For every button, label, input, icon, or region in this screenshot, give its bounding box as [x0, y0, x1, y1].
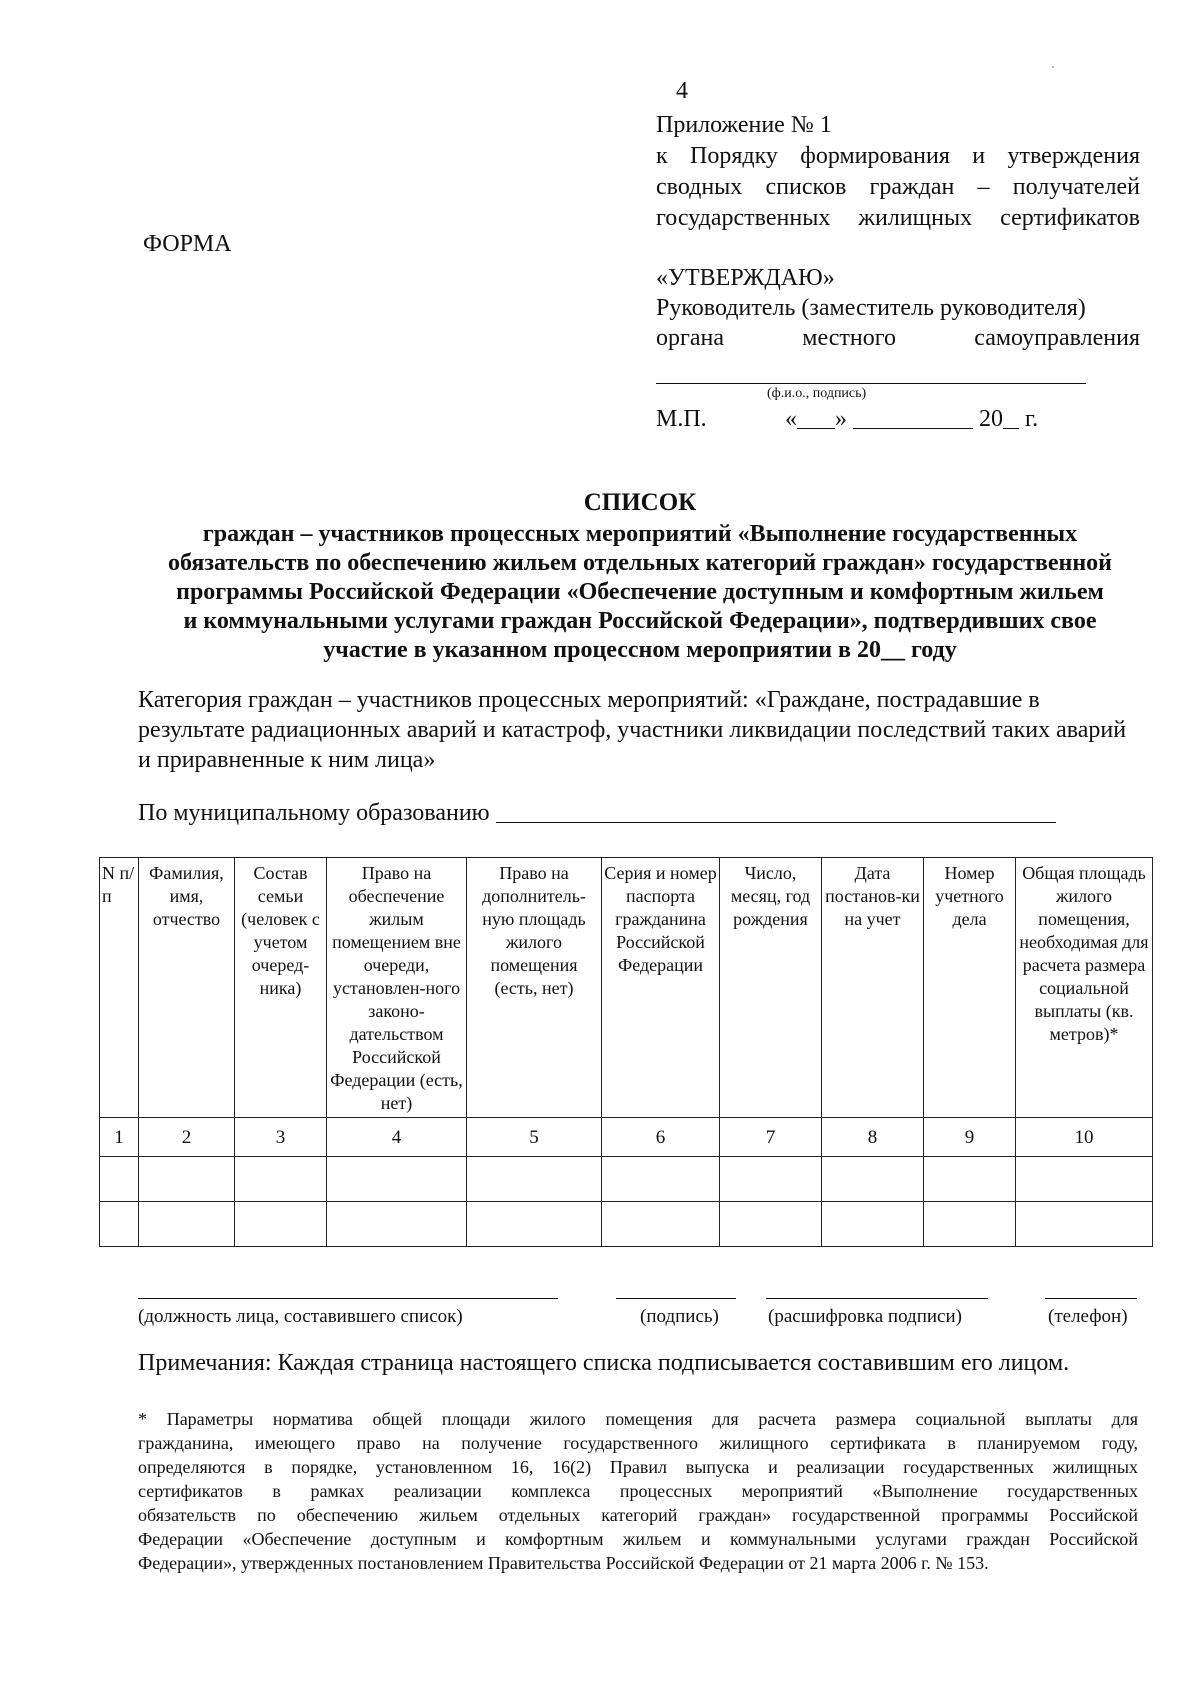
- fio-hint: (ф.и.о., подпись): [767, 386, 867, 401]
- signature-line: [616, 1298, 736, 1299]
- table-cell: [100, 1202, 139, 1247]
- table-cell: [602, 1157, 720, 1202]
- scan-speck: [1052, 66, 1054, 68]
- table-header-row: [100, 858, 1153, 1118]
- table-cell: [139, 1157, 235, 1202]
- table-cell: [100, 1157, 139, 1202]
- column-number: 5: [467, 1118, 602, 1157]
- footnote-line: определяются в порядке, установленном 16, 16(2) Правил выпуска и реализации государственных жилищных: [138, 1457, 1138, 1477]
- form-label: ФОРМА: [143, 231, 232, 257]
- date-close-quote: »: [835, 406, 847, 432]
- table-header: Право на обеспечение жилым помещением вне очереди, установлен-ного законо-дательством Российской Федерации (есть, нет): [327, 858, 467, 1118]
- column-number: 2: [139, 1118, 235, 1157]
- month-blank: [853, 406, 973, 429]
- table-cell: [467, 1157, 602, 1202]
- table-cell: [235, 1157, 327, 1202]
- column-number: 7: [720, 1118, 822, 1157]
- position-signature-line: [138, 1298, 558, 1299]
- table-header: Общая площадь жилого помещения, необходимая для расчета размера социальной выплаты (кв. метров)*: [1016, 858, 1153, 1118]
- notes: Примечания: Каждая страница настоящего списка подписывается составившим его лицом.: [138, 1350, 1070, 1376]
- citizens-table: [99, 857, 1153, 1247]
- table-cell: [327, 1202, 467, 1247]
- date-open-quote: «: [785, 406, 797, 432]
- table-header: Право на дополнитель-ную площадь жилого помещения (есть, нет): [467, 858, 602, 1118]
- footnote: [138, 1407, 1138, 1575]
- approval-stamp: «УТВЕРЖДАЮ»: [656, 265, 835, 291]
- column-number-row: [100, 1118, 1153, 1157]
- table-cell: [602, 1202, 720, 1247]
- footnote-line: Федерации «Обеспечение доступным и комфортным жильем и коммунальными услугами граждан Российской: [138, 1529, 1138, 1549]
- table-cell: [235, 1202, 327, 1247]
- title-head: СПИСОК: [583, 489, 697, 516]
- table-cell: [327, 1157, 467, 1202]
- approval-block: [656, 263, 1140, 353]
- appendix-header: [656, 110, 1140, 234]
- column-number: 8: [822, 1118, 924, 1157]
- phone-caption: (телефон): [1048, 1306, 1128, 1327]
- municipal-blank: [496, 800, 1056, 823]
- table-cell: [139, 1202, 235, 1247]
- appendix-line: государственных жилищных сертификатов: [656, 205, 1140, 231]
- table-cell: [467, 1202, 602, 1247]
- title-line: граждан – участников процессных мероприятий «Выполнение государственных: [202, 521, 1078, 547]
- table-cell: [924, 1202, 1016, 1247]
- year-prefix: 20: [979, 406, 1003, 432]
- table-header: Номер учетного дела: [924, 858, 1016, 1118]
- column-number: 10: [1016, 1118, 1153, 1157]
- day-blank: [797, 406, 835, 429]
- footnote-line: * Параметры норматива общей площади жилого помещения для расчета размера социальной выплаты для: [138, 1409, 1138, 1429]
- column-number: 9: [924, 1118, 1016, 1157]
- table-cell: [1016, 1202, 1153, 1247]
- approval-line-1: Руководитель (заместитель руководителя): [656, 295, 1086, 321]
- year-suffix: г.: [1019, 406, 1039, 432]
- table-cell: [720, 1202, 822, 1247]
- column-number: 3: [235, 1118, 327, 1157]
- category-text: Категория граждан – участников процессных мероприятий: «Граждане, пострадавшие в результате радиационных аварий и катастроф, участники ликвидации последствий таких аварий и приравненные к ним лица»: [138, 687, 1127, 773]
- appendix-line: к Порядку формирования и утверждения: [656, 143, 1140, 169]
- approval-line-2: органа местного самоуправления: [656, 325, 1140, 351]
- document-title: [100, 488, 1180, 665]
- appendix-line: сводных списков граждан – получателей: [656, 174, 1140, 200]
- seal-placeholder: М.П.: [656, 406, 707, 432]
- footnote-line: гражданина, имеющего право на получение государственного жилищного сертификата в планируемом году,: [138, 1433, 1138, 1453]
- signature-caption: (подпись): [640, 1306, 719, 1327]
- footnote-line: сертификатов в рамках реализации комплекса процессных мероприятий «Выполнение государственных: [138, 1481, 1138, 1501]
- municipal-label: По муниципальному образованию: [138, 800, 490, 826]
- table-header: N п/п: [100, 858, 139, 1118]
- column-number: 6: [602, 1118, 720, 1157]
- column-number: 4: [327, 1118, 467, 1157]
- table-cell: [822, 1202, 924, 1247]
- decoding-signature-line: [766, 1298, 988, 1299]
- table-row: [100, 1202, 1153, 1247]
- table-header: Фамилия, имя, отчество: [139, 858, 235, 1118]
- title-line: и коммунальными услугами граждан Российской Федерации», подтвердивших свое: [183, 608, 1097, 634]
- position-caption: (должность лица, составившего список): [138, 1306, 463, 1327]
- municipal-field: [138, 800, 1056, 827]
- appendix-line: Приложение № 1: [656, 112, 832, 138]
- table-cell: [924, 1157, 1016, 1202]
- title-line: программы Российской Федерации «Обеспечение доступным и комфортным жильем: [176, 579, 1104, 605]
- table-header: Состав семьи (человек с учетом очеред-ника): [235, 858, 327, 1118]
- title-line: участие в указанном процессном мероприятии в 20__ году: [323, 637, 957, 663]
- table-header: Число, месяц, год рождения: [720, 858, 822, 1118]
- table-cell: [1016, 1157, 1153, 1202]
- table-header: Серия и номер паспорта гражданина Российской Федерации: [602, 858, 720, 1118]
- footnote-line: обязательств по обеспечению жильем отдельных категорий граждан» государственной программы Российской: [138, 1505, 1138, 1525]
- page-number: 4: [676, 78, 688, 104]
- year-blank: [1003, 406, 1019, 429]
- footnote-line: Федерации», утвержденных постановлением Правительства Российской Федерации от 21 марта 2006 г. № 153.: [138, 1553, 989, 1573]
- approval-date: [785, 406, 1038, 433]
- table-cell: [822, 1157, 924, 1202]
- table-header: Дата постанов-ки на учет: [822, 858, 924, 1118]
- approval-signature-line: [656, 383, 1086, 384]
- title-line: обязательств по обеспечению жильем отдельных категорий граждан» государственной: [167, 550, 1112, 576]
- phone-signature-line: [1045, 1298, 1137, 1299]
- table-row: [100, 1157, 1153, 1202]
- table-cell: [720, 1157, 822, 1202]
- decoding-caption: (расшифровка подписи): [768, 1306, 962, 1327]
- column-number: 1: [100, 1118, 139, 1157]
